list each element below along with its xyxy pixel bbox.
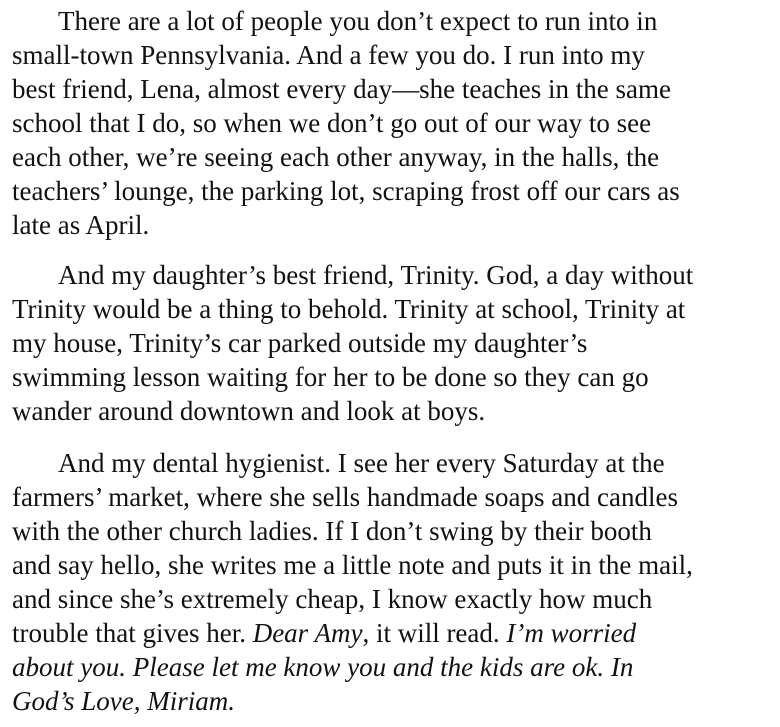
text-line: with the other church ladies. If I don’t swing by their booth xyxy=(12,516,652,546)
italic-note-text: I’m worried xyxy=(506,618,637,648)
text-line: And my dental hygienist. I see her every Saturday at the xyxy=(58,448,665,478)
text-line: and since she’s extremely cheap, I know exactly how much xyxy=(12,584,653,614)
text-line: and say hello, she writes me a little note and puts it in the mail, xyxy=(12,550,693,580)
roman-text: , it will read. xyxy=(362,618,507,648)
text-line: And my daughter’s best friend, Trinity. God, a day without xyxy=(58,260,694,290)
paragraph-3 xyxy=(12,446,772,718)
text-line: school that I do, so when we don’t go out of our way to see xyxy=(12,108,652,138)
text-line: farmers’ market, where she sells handmade soaps and candles xyxy=(12,482,678,512)
text-line: There are a lot of people you don’t expect to run into in xyxy=(58,6,658,36)
text-line: each other, we’re seeing each other anyway, in the halls, the xyxy=(12,142,660,172)
text-line: wander around downtown and look at boys. xyxy=(12,396,486,426)
text-line: Trinity would be a thing to behold. Trinity at school, Trinity at xyxy=(12,294,686,324)
paragraph-2 xyxy=(12,258,772,428)
roman-text: trouble that gives her. xyxy=(12,618,253,648)
text-line: small-town Pennsylvania. And a few you do. I run into my xyxy=(12,40,645,70)
italic-note-line: God’s Love, Miriam. xyxy=(12,686,236,716)
text-line: late as April. xyxy=(12,210,150,240)
text-line: best friend, Lena, almost every day—she teaches in the same xyxy=(12,74,672,104)
text-line: teachers’ lounge, the parking lot, scraping frost off our cars as xyxy=(12,176,680,206)
italic-salutation: Dear Amy xyxy=(252,618,363,648)
text-line: swimming lesson waiting for her to be done so they can go xyxy=(12,362,649,392)
italic-note-line: about you. Please let me know you and the kids are ok. In xyxy=(12,652,634,682)
text-line: my house, Trinity’s car parked outside my daughter’s xyxy=(12,328,588,358)
text-line-mixed xyxy=(12,616,772,650)
paragraph-1 xyxy=(12,4,772,242)
